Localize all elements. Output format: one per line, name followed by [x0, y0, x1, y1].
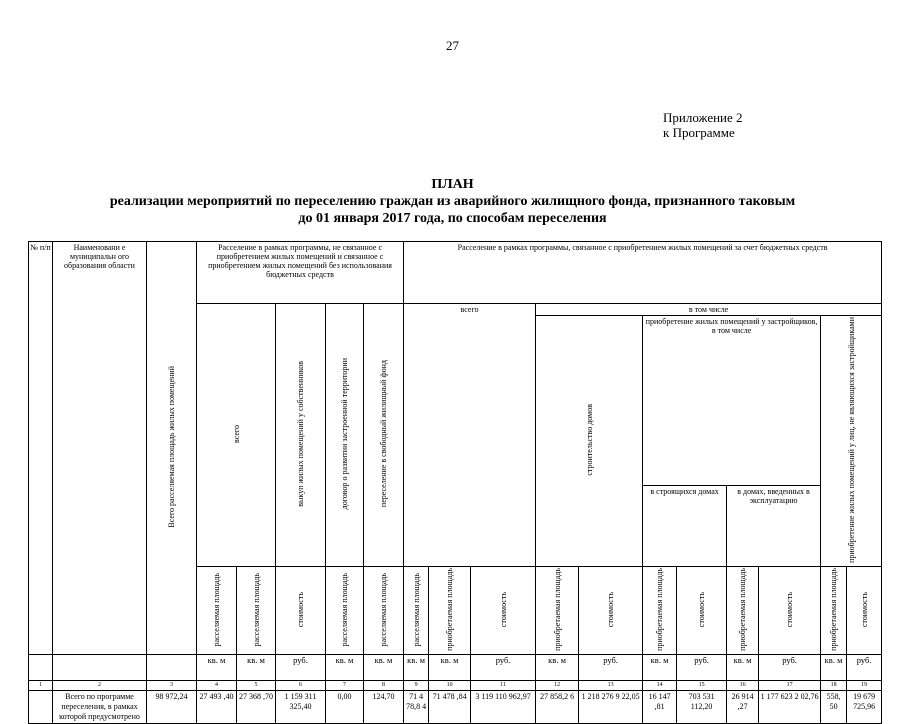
header-b-total: всего — [404, 304, 536, 567]
header-c19 — [847, 566, 882, 654]
header-a-contract — [326, 304, 364, 567]
appendix-label — [663, 110, 743, 140]
unit-c14: кв. м — [643, 654, 677, 680]
colnum-8: 8 — [364, 680, 404, 690]
header-c10 — [429, 566, 471, 654]
cell-c18: 558, 50 — [821, 690, 847, 723]
cell-c10: 71 478 ,84 — [429, 690, 471, 723]
cell-c11: 3 119 110 962,97 — [471, 690, 536, 723]
cell-c8: 124,70 — [364, 690, 404, 723]
unit-c16: кв. м — [727, 654, 759, 680]
header-c8 — [364, 566, 404, 654]
cell-c19: 19 679 725,96 — [847, 690, 882, 723]
header-c16 — [727, 566, 759, 654]
header-c12 — [536, 566, 579, 654]
cell-c6: 1 159 311 325,40 — [276, 690, 326, 723]
header-b-purchase-dev: приобретение жилых помещений у застройщиков, в том числе — [643, 316, 821, 486]
unit-c12: кв. м — [536, 654, 579, 680]
colnum-3: 3 — [147, 680, 197, 690]
unit-c18: кв. м — [821, 654, 847, 680]
document-title — [0, 176, 905, 227]
header-total-area-text: Всего расселяемая площадь жилых помещений — [167, 366, 176, 528]
unit-c1 — [29, 654, 53, 680]
header-b-construction-text: строительство домов — [584, 404, 594, 476]
header-num: № п/п — [29, 242, 53, 655]
unit-c9: кв. м — [404, 654, 429, 680]
cell-c7: 0,00 — [326, 690, 364, 723]
header-c11 — [471, 566, 536, 654]
header-c9-text: расселяемая площадь — [411, 572, 421, 647]
plan-table — [28, 241, 882, 724]
cell-c3: 98 972,24 — [147, 690, 197, 723]
unit-c4: кв. м — [197, 654, 237, 680]
cell-c1 — [29, 690, 53, 723]
colnum-1: 1 — [29, 680, 53, 690]
header-group-a: Расселение в рамках программы, не связанное с приобретением жилых помещений и связанное с приобретением жилых помещений без использования бюджетных средств — [197, 242, 404, 304]
header-a-buyout — [276, 304, 326, 567]
header-c6-text: стоимость — [296, 591, 305, 627]
unit-c15: руб. — [677, 654, 727, 680]
header-b-including: в том числе — [536, 304, 882, 316]
colnum-13: 13 — [579, 680, 643, 690]
header-c12-text: приобретаемая площадь — [552, 567, 562, 651]
unit-c11: руб. — [471, 654, 536, 680]
header-c17-text: стоимость — [785, 591, 795, 627]
unit-c8: кв. м — [364, 654, 404, 680]
header-c14 — [643, 566, 677, 654]
appendix-line-2: к Программе — [663, 125, 735, 140]
cell-c12: 27 858,2 6 — [536, 690, 579, 723]
cell-c17: 1 177 623 2 02,76 — [759, 690, 821, 723]
header-c13 — [579, 566, 643, 654]
unit-c5: кв. м — [237, 654, 276, 680]
colnum-16: 16 — [727, 680, 759, 690]
colnum-17: 17 — [759, 680, 821, 690]
colnum-5: 5 — [237, 680, 276, 690]
colnum-19: 19 — [847, 680, 882, 690]
colnum-9: 9 — [404, 680, 429, 690]
header-c18-text: приобретаемая площадь — [829, 567, 839, 651]
header-c5-text: расселяемая площадь — [251, 572, 261, 647]
header-c14-text: приобретаемая площадь — [655, 567, 665, 651]
unit-c10: кв. м — [429, 654, 471, 680]
table-row — [29, 690, 882, 723]
colnum-6: 6 — [276, 680, 326, 690]
cell-c15: 703 531 112,20 — [677, 690, 727, 723]
unit-c3 — [147, 654, 197, 680]
header-a-contract-text: договор о развитии застроенной территории — [340, 358, 349, 510]
header-c7-text: расселяемая площадь — [340, 572, 349, 647]
unit-c6: руб. — [276, 654, 326, 680]
header-c4 — [197, 566, 237, 654]
appendix-line-1: Приложение 2 — [663, 110, 743, 125]
header-b-non-dev — [821, 316, 882, 567]
unit-c19: руб. — [847, 654, 882, 680]
cell-c14: 16 147 ,81 — [643, 690, 677, 723]
header-c6 — [276, 566, 326, 654]
header-c8-text: расселяемая площадь — [379, 572, 389, 647]
header-b-commissioned: в домах, введенных в эксплуатацию — [727, 486, 821, 567]
cell-c16: 26 914 ,27 — [727, 690, 759, 723]
colnum-14: 14 — [643, 680, 677, 690]
colnum-15: 15 — [677, 680, 727, 690]
header-c15 — [677, 566, 727, 654]
header-c18 — [821, 566, 847, 654]
header-total-area — [147, 242, 197, 655]
header-c13-text: стоимость — [606, 591, 616, 627]
header-group-b: Расселение в рамках программы, связанное с приобретением жилых помещений за счет бюджетных средств — [404, 242, 882, 304]
header-c15-text: стоимость — [697, 591, 707, 627]
header-c5 — [237, 566, 276, 654]
cell-name: Всего по программе переселения, в рамках которой предусмотрено — [53, 690, 147, 723]
header-b-non-dev-text: приобретение жилых помещений у лиц, не являющихся застройщиками — [846, 317, 856, 563]
title-line-2: реализации мероприятий по переселению граждан из аварийного жилищного фонда, признанного таковым — [109, 194, 796, 209]
header-c16-text: приобретаемая площадь — [738, 567, 748, 651]
unit-c17: руб. — [759, 654, 821, 680]
page-number: 27 — [446, 38, 459, 53]
cell-c13: 1 218 276 9 22,05 — [579, 690, 643, 723]
header-a-total-text: всего — [231, 424, 241, 443]
colnum-12: 12 — [536, 680, 579, 690]
title-line-3: до 01 января 2017 года, по способам переселения — [298, 211, 607, 226]
colnum-11: 11 — [471, 680, 536, 690]
title-plan: ПЛАН — [431, 177, 474, 192]
header-municipality: Наименовани е муниципальн ого образования области — [53, 242, 147, 655]
plan-table-wrapper — [28, 241, 882, 724]
cell-c9: 71 4 78,8 4 — [404, 690, 429, 723]
header-c7 — [326, 566, 364, 654]
colnum-7: 7 — [326, 680, 364, 690]
colnum-10: 10 — [429, 680, 471, 690]
cell-c5: 27 368 ,70 — [237, 690, 276, 723]
colnum-18: 18 — [821, 680, 847, 690]
header-a-relocation-text: переселение в свободный жилищный фонд — [379, 360, 389, 508]
unit-c7: кв. м — [326, 654, 364, 680]
cell-c4: 27 493 ,40 — [197, 690, 237, 723]
header-c11-text: стоимость — [498, 591, 508, 627]
header-a-total — [197, 304, 276, 567]
colnum-2: 2 — [53, 680, 147, 690]
colnum-4: 4 — [197, 680, 237, 690]
header-a-relocation — [364, 304, 404, 567]
header-c9 — [404, 566, 429, 654]
header-c4-text: расселяемая площадь — [212, 572, 221, 647]
header-c17 — [759, 566, 821, 654]
header-b-under-construction: в строящихся домах — [643, 486, 727, 567]
header-c19-text: стоимость — [859, 591, 869, 627]
unit-c13: руб. — [579, 654, 643, 680]
header-c10-text: приобретаемая площадь — [445, 567, 455, 651]
header-a-buyout-text: выкуп жилых помещений у собственников — [296, 361, 305, 507]
unit-c2 — [53, 654, 147, 680]
header-b-construction — [536, 316, 643, 567]
